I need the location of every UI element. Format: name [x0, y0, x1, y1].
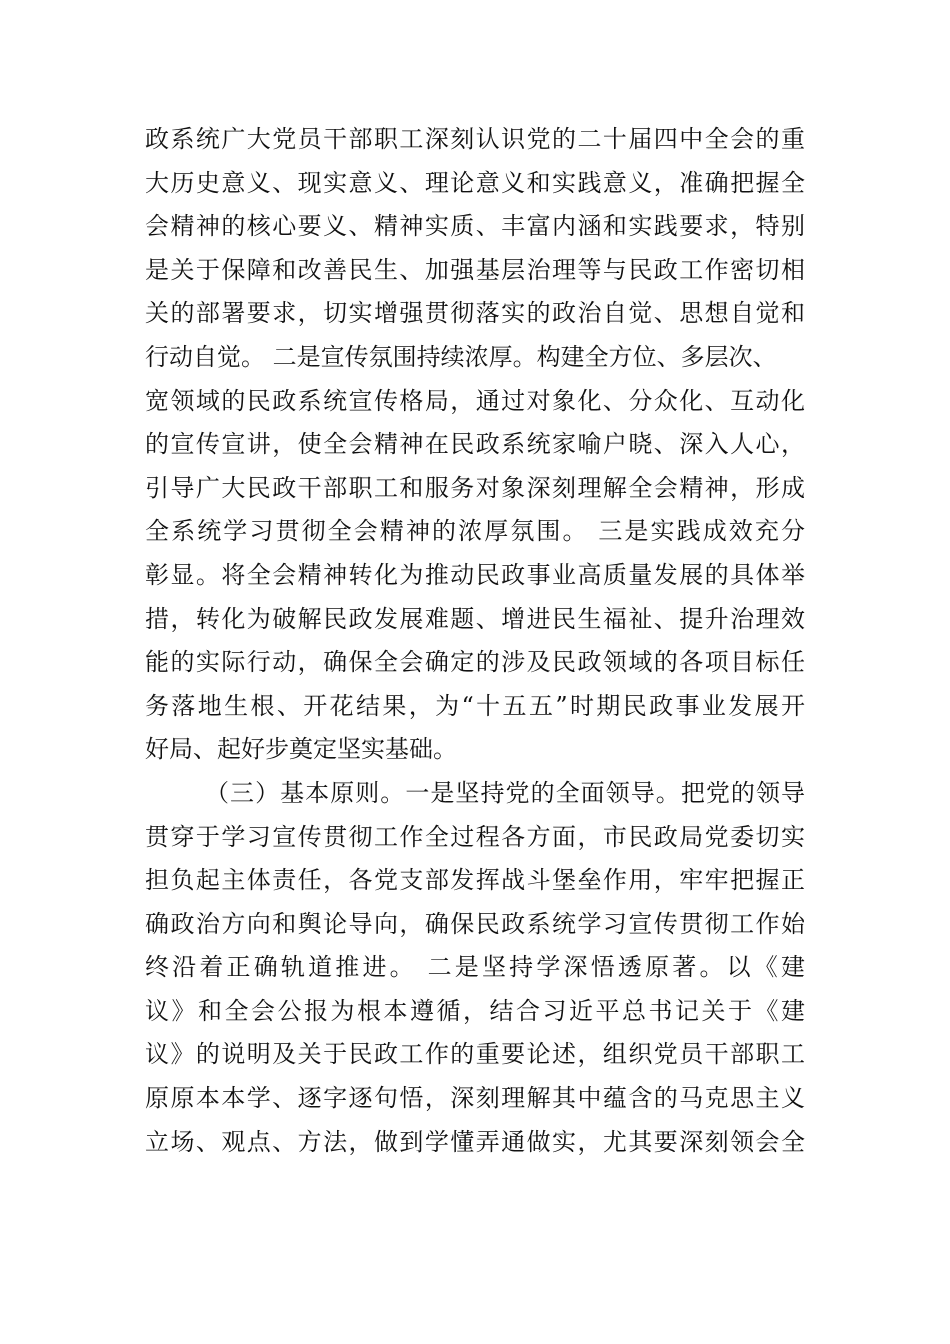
- text-line: 关的部署要求，切实增强贯彻落实的政治自觉、思想自觉和: [145, 299, 805, 328]
- text-line: 彰显。将全会精神转化为推动民政事业高质量发展的具体举: [145, 560, 805, 589]
- text-line: 议》的说明及关于民政工作的重要论述，组织党员干部职工: [145, 1040, 805, 1069]
- text-line: 是关于保障和改善民生、加强基层治理等与民政工作密切相: [145, 255, 805, 284]
- text-line: 的宣传宣讲，使全会精神在民政系统家喻户晓、深入人心，: [145, 430, 805, 459]
- text-line: 议》和全会公报为根本遵循，结合习近平总书记关于《建: [145, 996, 805, 1025]
- text-line: 引导广大民政干部职工和服务对象深刻理解全会精神，形成: [145, 473, 805, 502]
- text-line: 能的实际行动，确保全会确定的涉及民政领域的各项目标任: [145, 648, 805, 677]
- text-line: 宽领域的民政系统宣传格局，通过对象化、分众化、互动化: [145, 386, 805, 415]
- text-line: 务落地生根、开花结果，为“十五五”时期民政事业发展开: [145, 691, 805, 720]
- text-line: 措，转化为破解民政发展难题、增进民生福祉、提升治理效: [145, 604, 805, 633]
- text-line: 政系统广大党员干部职工深刻认识党的二十届四中全会的重: [145, 125, 805, 153]
- text-line: 终沿着正确轨道推进。 二是坚持学深悟透原著。以《建: [145, 953, 805, 982]
- text-line: 原原本本学、逐字逐句悟，深刻理解其中蕴含的马克思主义: [145, 1084, 805, 1113]
- text-line: 行动自觉。 二是宣传氛围持续浓厚。构建全方位、多层次、: [145, 342, 777, 371]
- text-line: 确政治方向和舆论导向，确保民政系统学习宣传贯彻工作始: [145, 909, 805, 938]
- text-line: 立场、观点、方法，做到学懂弄通做实，尤其要深刻领会全: [145, 1127, 805, 1156]
- text-line: 全系统学习贯彻全会精神的浓厚氛围。 三是实践成效充分: [145, 517, 805, 546]
- text-line: 好局、起好步奠定坚实基础。: [145, 735, 457, 764]
- document-body: [145, 118, 805, 1164]
- text-line: 担负起主体责任，各党支部发挥战斗堡垒作用，牢牢把握正: [145, 866, 805, 895]
- text-line: 贯穿于学习宣传贯彻工作全过程各方面，市民政局党委切实: [145, 822, 805, 851]
- text-line: 大历史意义、现实意义、理论意义和实践意义，准确把握全: [145, 168, 805, 197]
- text-line: （三）基本原则。一是坚持党的全面领导。把党的领导: [205, 778, 805, 807]
- text-line: 会精神的核心要义、精神实质、丰富内涵和实践要求，特别: [145, 212, 805, 241]
